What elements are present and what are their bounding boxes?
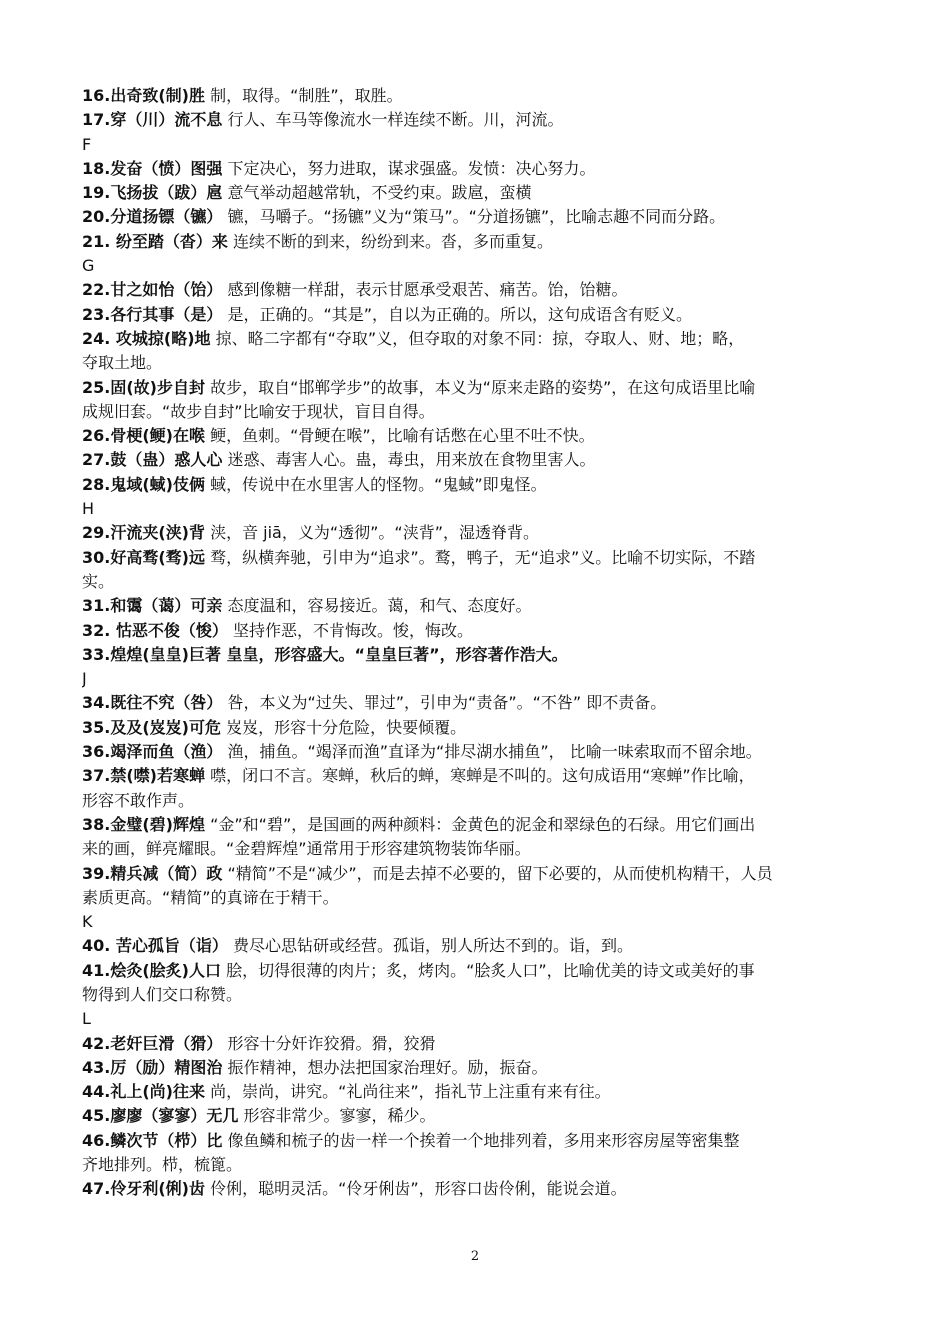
section-letter: G xyxy=(82,256,95,276)
idiom-explanation: “精简”不是“减少”，而是去掉不必要的，留下必要的，从而使机构精干，人员 xyxy=(222,863,773,883)
idiom-term: 16.出奇致(制)胜 xyxy=(82,86,205,105)
idiom-entry xyxy=(82,1104,882,1128)
idiom-explanation: 鲠，鱼刺。“骨鲠在喉”，比喻有话憋在心里不吐不快。 xyxy=(204,426,595,446)
idiom-explanation: 尚，崇尚，讲究。“礼尚往来”，指礼节上注重有来有往。 xyxy=(204,1082,611,1102)
idiom-entry xyxy=(82,862,882,886)
idiom-explanation-continued: 实。 xyxy=(82,571,115,591)
idiom-explanation-continued: 成规旧套。“故步自封”比喻安于现状，盲目自得。 xyxy=(82,401,435,421)
idiom-entry xyxy=(82,230,882,254)
idiom-entry xyxy=(82,303,882,327)
idiom-explanation: 像鱼鳞和梳子的齿一样一个挨着一个地排列着，多用来形容房屋等密集整 xyxy=(222,1130,740,1150)
idiom-explanation: 皇皇，形容盛大。“皇皇巨著”，形容著作浩大。 xyxy=(220,644,568,664)
idiom-term: 37.禁(噤)若寒蝉 xyxy=(82,766,205,786)
idiom-entry xyxy=(82,934,882,958)
idiom-explanation-continued: 夺取土地。 xyxy=(82,353,163,373)
section-letter: L xyxy=(82,1009,91,1029)
page-number: 2 xyxy=(470,1249,480,1264)
idiom-term: 38.金璧(碧)辉煌 xyxy=(82,814,205,834)
idiom-explanation-continued: 形容不敢作声。 xyxy=(82,790,195,810)
idiom-term: 25.固(故)步自封 xyxy=(82,377,205,397)
idiom-entry xyxy=(82,473,882,497)
idiom-term: 32. 怙恶不俊（悛） xyxy=(82,620,228,640)
idiom-explanation: 形容非常少。寥寥，稀少。 xyxy=(238,1106,436,1126)
idiom-explanation-continued: 齐地排列。栉，梳篦。 xyxy=(82,1155,243,1175)
idiom-entry xyxy=(82,1129,882,1153)
idiom-explanation: 坚持作恶，不肯悔改。悛，悔改。 xyxy=(227,620,474,640)
idiom-term: 35.及及(岌岌)可危 xyxy=(82,717,221,737)
idiom-entry xyxy=(82,1056,882,1080)
idiom-entry xyxy=(82,278,882,302)
idiom-term: 36.竭泽而鱼（渔） xyxy=(82,742,223,762)
idiom-term: 26.骨梗(鲠)在喉 xyxy=(82,426,205,446)
idiom-entry xyxy=(82,157,882,181)
idiom-entry xyxy=(82,108,882,132)
idiom-explanation: 迷惑、毒害人心。蛊，毒虫，用来放在食物里害人。 xyxy=(222,450,596,470)
idiom-entry xyxy=(82,424,882,448)
idiom-entry xyxy=(82,594,882,618)
idiom-term: 45.廖廖（寥寥）无几 xyxy=(82,1106,239,1126)
idiom-entry xyxy=(82,546,882,570)
idiom-entry xyxy=(82,1080,882,1104)
idiom-explanation: 咎，本义为“过失、罪过”，引申为“责备”。“不咎” 即不责备。 xyxy=(222,693,667,713)
idiom-explanation: 是，正确的。“其是”，自以为正确的。所以，这句成语含有贬义。 xyxy=(222,304,693,324)
idiom-explanation: 制，取得。“制胜”，取胜。 xyxy=(204,86,403,105)
idiom-term: 46.鳞次节（栉）比 xyxy=(82,1130,223,1150)
idiom-explanation: 态度温和，容易接近。蔼，和气、态度好。 xyxy=(222,596,532,616)
idiom-term: 18.发奋（愤）图强 xyxy=(82,158,223,178)
idiom-explanation: 连续不断的到来，纷纷到来。沓，多而重复。 xyxy=(227,231,554,251)
idiom-term: 24. 攻城掠(略)地 xyxy=(82,328,211,348)
idiom-explanation: 掠、略二字都有“夺取”义，但夺取的对象不同：掠，夺取人、财、地；略， xyxy=(210,328,745,348)
idiom-term: 43.厉（励）精图治 xyxy=(82,1057,223,1077)
idiom-explanation: 岌岌，形容十分危险，快要倾覆。 xyxy=(220,717,467,737)
idiom-term: 23.各行其事（是） xyxy=(82,304,223,324)
idiom-term: 41.烩灸(脍炙)人口 xyxy=(82,960,221,980)
idiom-explanation: 骛，纵横奔驰，引申为“追求”。鹜，鸭子，无“追求”义。比喻不切实际，不踏 xyxy=(204,547,756,567)
idiom-explanation: 行人、车马等像流水一样连续不断。川，河流。 xyxy=(222,110,564,130)
section-letter: F xyxy=(82,134,92,154)
idiom-entry xyxy=(82,619,882,643)
idiom-entry xyxy=(82,643,882,667)
idiom-term: 27.鼓（蛊）惑人心 xyxy=(82,450,223,470)
idiom-explanation-continued: 素质更高。“精简”的真谛在于精干。 xyxy=(82,887,339,907)
idiom-entry xyxy=(82,205,882,229)
idiom-term: 42.老奸巨滑（猾） xyxy=(82,1033,223,1053)
idiom-explanation: 下定决心，努力进取，谋求强盛。发愤：决心努力。 xyxy=(222,158,596,178)
idiom-term: 33.煌煌(皇皇)巨著 xyxy=(82,644,221,664)
idiom-entry xyxy=(82,1032,882,1056)
idiom-term: 47.伶牙利(俐)齿 xyxy=(82,1179,205,1199)
idiom-explanation-continued: 来的画，鲜亮耀眼。“金碧辉煌”通常用于形容建筑物装饰华丽。 xyxy=(82,839,531,859)
idiom-explanation: 形容十分奸诈狡猾。猾，狡猾 xyxy=(222,1033,436,1053)
idiom-explanation: 镳，马嚼子。“扬镳”义为“策马”。“分道扬镳”，比喻志趣不同而分路。 xyxy=(222,207,726,227)
idiom-term: 39.精兵减（简）政 xyxy=(82,863,223,883)
idiom-term: 17.穿（川）流不息 xyxy=(82,110,223,130)
idiom-term: 19.飞扬拔（跋）扈 xyxy=(82,183,223,203)
idiom-term: 40. 苦心孤旨（诣） xyxy=(82,936,228,956)
idiom-entry xyxy=(82,740,882,764)
idiom-explanation: 振作精神，想办法把国家治理好。励，振奋。 xyxy=(222,1057,548,1077)
idiom-term: 20.分道扬镖（镳） xyxy=(82,207,223,227)
idiom-entry xyxy=(82,1177,882,1201)
idiom-explanation: 故步，取自“邯郸学步”的故事，本义为“原来走路的姿势”，在这句成语里比喻 xyxy=(204,377,756,397)
idiom-explanation-continued: 物得到人们交口称赞。 xyxy=(82,984,243,1004)
section-letter: J xyxy=(82,669,87,689)
idiom-term: 31.和霭（蔼）可亲 xyxy=(82,596,223,616)
idiom-explanation: 浃，音 jiā，义为“透彻”。“浃背”，湿透脊背。 xyxy=(204,523,540,543)
idiom-explanation: 费尽心思钻研或经营。孤诣，别人所达不到的。诣，到。 xyxy=(227,936,634,956)
idiom-term: 22.甘之如怡（饴） xyxy=(82,280,223,300)
idiom-entry xyxy=(82,181,882,205)
idiom-term: 30.好高骛(骛)远 xyxy=(82,547,205,567)
idiom-explanation: 渔，捕鱼。“竭泽而渔”直译为“排尽湖水捕鱼”， 比喻一味索取而不留余地。 xyxy=(222,742,762,762)
document-page xyxy=(82,84,882,1202)
idiom-entry xyxy=(82,84,882,108)
idiom-entry xyxy=(82,376,882,400)
idiom-explanation: 噤，闭口不言。寒蝉，秋后的蝉，寒蝉是不叫的。这句成语用“寒蝉”作比喻， xyxy=(204,766,755,786)
idiom-entry xyxy=(82,813,882,837)
idiom-explanation: 伶俐，聪明灵活。“伶牙俐齿”，形容口齿伶俐，能说会道。 xyxy=(204,1179,627,1199)
idiom-explanation: 感到像糖一样甜，表示甘愿承受艰苦、痛苦。饴，饴糖。 xyxy=(222,280,628,300)
idiom-term: 44.礼上(尚)往来 xyxy=(82,1082,205,1102)
idiom-entry xyxy=(82,764,882,788)
idiom-term: 21. 纷至踏（沓）来 xyxy=(82,231,228,251)
idiom-term: 28.鬼域(蜮)伎俩 xyxy=(82,474,205,494)
section-letter: K xyxy=(82,912,93,932)
idiom-explanation: 蜮，传说中在水里害人的怪物。“鬼蜮”即鬼怪。 xyxy=(204,474,547,494)
idiom-entry xyxy=(82,327,882,351)
idiom-entry xyxy=(82,716,882,740)
idiom-explanation: 脍，切得很薄的肉片；炙，烤肉。“脍炙人口”，比喻优美的诗文或美好的事 xyxy=(220,960,755,980)
idiom-entry xyxy=(82,521,882,545)
idiom-entry xyxy=(82,959,882,983)
idiom-entry xyxy=(82,448,882,472)
idiom-term: 34.既往不究（咎） xyxy=(82,693,223,713)
idiom-explanation: 意气举动超越常轨，不受约束。跋扈，蛮横 xyxy=(222,183,532,203)
section-letter: H xyxy=(82,499,95,519)
idiom-term: 29.汗流夹(浃)背 xyxy=(82,523,205,543)
idiom-entry xyxy=(82,691,882,715)
idiom-explanation: “金”和“碧”，是国画的两种颜料：金黄色的泥金和翠绿色的石绿。用它们画出 xyxy=(204,814,756,834)
